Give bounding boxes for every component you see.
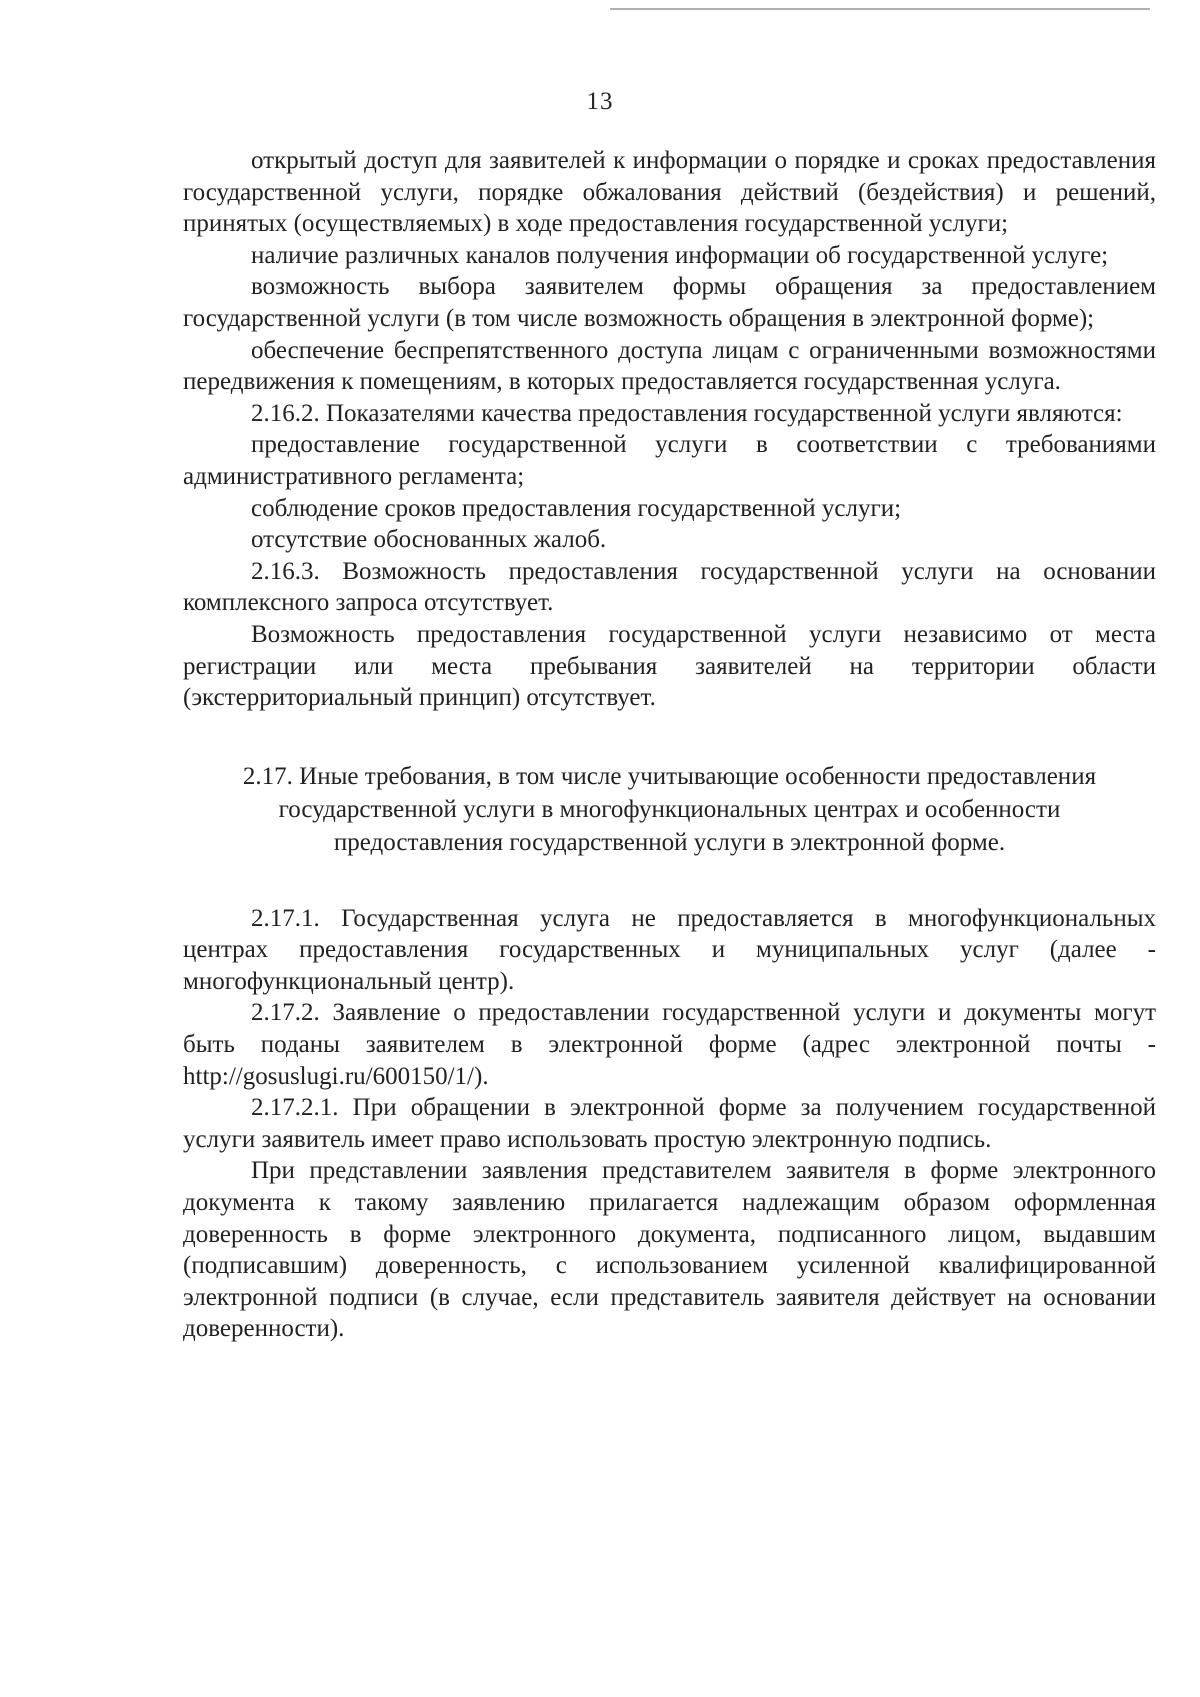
scan-edge-line <box>610 8 1150 10</box>
section-heading-line: государственной услуги в многофункциональных центрах и особенности <box>278 795 1061 823</box>
paragraph: отсутствие обоснованных жалоб. <box>251 526 607 554</box>
paragraph: 2.16.2. Показателями качества предоставления государственной услуги являются: <box>251 399 1123 427</box>
document-body <box>183 145 1156 1345</box>
paragraph: соблюдение сроков предоставления государственной услуги; <box>251 494 902 522</box>
paragraph: При представлении заявления представителем заявителя в форме электронного документа к такому заявлению прилагается надлежащим образом оформленная доверенность в форме электронного документа, подписанного лицом, выдавшим (подписавшим) доверенность, с использованием усиленной квалифицированной электронной подписи (в случае, если представитель заявителя действует на основании доверенности). <box>183 1157 1156 1343</box>
paragraph: 2.17.2.1. При обращении в электронной форме за получением государственной услуги заявитель имеет право использовать простую электронную подпись. <box>183 1094 1156 1153</box>
paragraph: 2.17.1. Государственная услуга не предоставляется в многофункциональных центрах предоставления государственных и муниципальных услуг (далее - многофункциональный центр). <box>183 904 1156 995</box>
paragraph: Возможность предоставления государственной услуги независимо от места регистрации или места пребывания заявителей на территории области (экстерриториальный принцип) отсутствует. <box>183 620 1156 712</box>
section-heading-line: предоставления государственной услуги в электронной форме. <box>333 828 1006 856</box>
paragraph: 2.17.2. Заявление о предоставлении государственной услуги и документы могут быть поданы заявителем в электронной форме (адрес электронной почты - http://gosuslugi.ru/600150/1/). <box>183 999 1156 1090</box>
section-heading-line: 2.17. Иные требования, в том числе учитывающие особенности предоставления <box>242 762 1097 790</box>
section-heading <box>183 760 1156 859</box>
paragraph: наличие различных каналов получения информации об государственной услуге; <box>251 241 1109 269</box>
paragraph: предоставление государственной услуги в соответствии с требованиями административного регламента; <box>183 431 1156 490</box>
paragraph: открытый доступ для заявителей к информации о порядке и сроках предоставления государственной услуги, порядке обжалования действий (бездействия) и решений, принятых (осуществляемых) в ходе предоставления государственной услуги; <box>183 147 1156 238</box>
paragraph: обеспечение беспрепятственного доступа лицам с ограниченными возможностями передвижения к помещениям, в которых предоставляется государственная услуга. <box>183 336 1156 396</box>
page-number: 13 <box>586 88 614 115</box>
paragraph: возможность выбора заявителем формы обращения за предоставлением государственной услуги (в том числе возможность обращения в электронной форме); <box>183 273 1156 332</box>
paragraph: 2.16.3. Возможность предоставления государственной услуги на основании комплексного запроса отсутствует. <box>183 557 1156 617</box>
